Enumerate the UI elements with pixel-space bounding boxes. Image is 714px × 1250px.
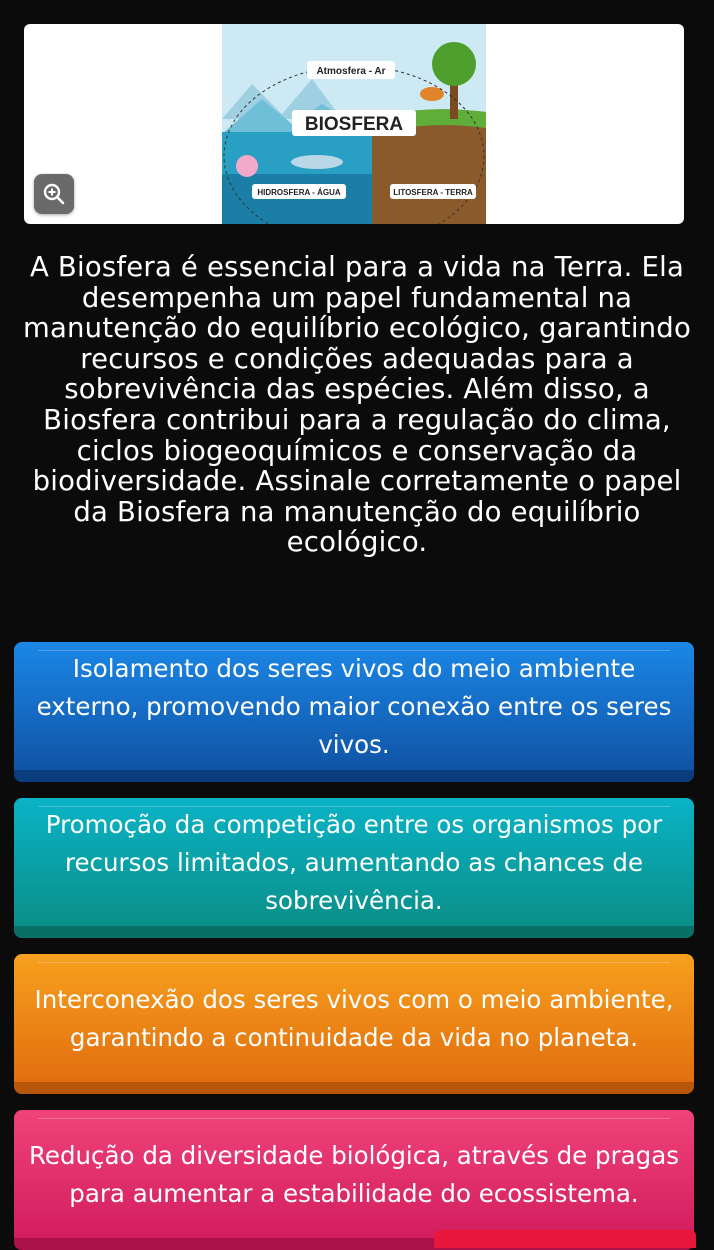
biosphere-label: BIOSFERA [304,114,404,135]
answer-base [14,1082,694,1094]
zoom-button[interactable] [34,174,74,214]
answer-option-4[interactable] [14,1110,694,1250]
tree-crown [432,42,476,86]
answer-text: Promoção da competição entre os organismos por recursos limitados, aumentando as chances de sobrevivência. [45,810,663,915]
atmosphere-label: Atmosfera - Ar [316,66,386,77]
question-image-card [24,24,684,224]
answer-shine [38,1118,670,1119]
answer-base [14,926,694,938]
hydrosphere-label: HIDROSFERA - ÁGUA [257,188,341,197]
fish-icon [291,155,343,169]
answer-option-3[interactable] [14,954,694,1094]
answer-text: Interconexão dos seres vivos com o meio ambiente, garantindo a continuidade da vida no planeta. [34,985,674,1052]
answer-base [14,770,694,782]
answer-shine [38,962,670,963]
jellyfish-icon [236,155,258,177]
timer-bar [434,1230,696,1248]
answer-text: Isolamento dos seres vivos do meio ambiente externo, promovendo maior conexão entre os seres vivos. [36,654,672,759]
lithosphere-label: LITOSFERA - TERRA [393,188,473,197]
answer-text: Redução da diversidade biológica, através de pragas para aumentar a estabilidade do ecossistema. [28,1141,679,1208]
answer-option-1[interactable] [14,642,694,782]
zoom-in-icon [43,183,65,205]
answer-option-2[interactable] [14,798,694,938]
question-text: A Biosfera é essencial para a vida na Terra. Ela desempenha um papel fundamental na manutenção do equilíbrio ecológico, garantindo recursos e condições adequadas para a sobrevivência das espécies. Além disso, a Biosfera contribui para a regulação do clima, ciclos biogeoquímicos e conservação da biodiversidade. Assinale corretamente o papel da Biosfera na manutenção do equilíbrio ecológico. [23,251,691,559]
biosphere-illustration [222,24,486,224]
